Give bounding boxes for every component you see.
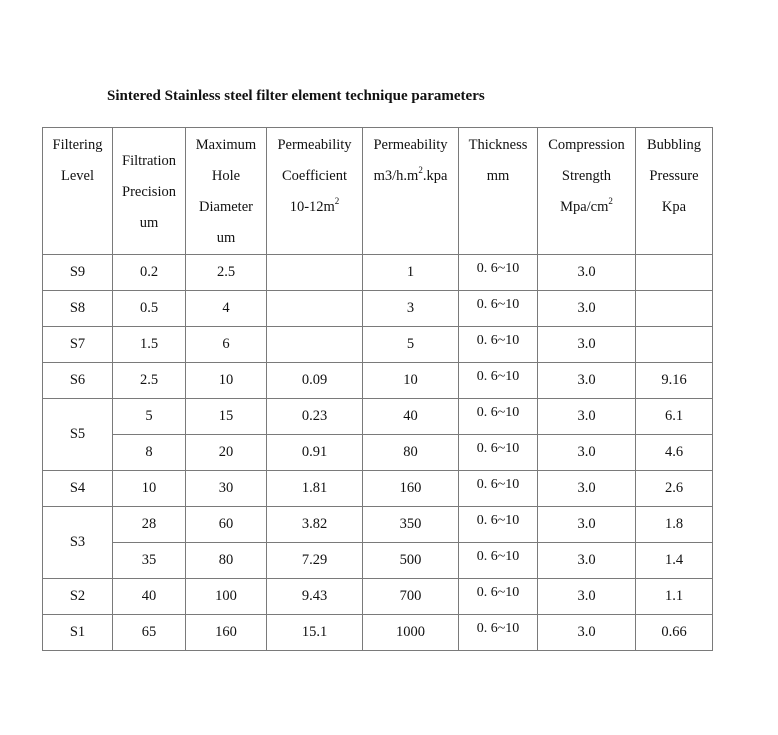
table-row-s6	[43, 363, 713, 399]
cell-bubbling: 2.6	[636, 471, 713, 507]
cell-level: S5	[43, 399, 113, 471]
cell-precision: 8	[113, 435, 186, 471]
cell-bubbling: 9.16	[636, 363, 713, 399]
cell-bubbling: 0.66	[636, 615, 713, 651]
cell-thickness: 0. 6~10	[459, 255, 538, 291]
cell-hole: 160	[186, 615, 267, 651]
table-row-s2	[43, 579, 713, 615]
cell-compression: 3.0	[538, 615, 636, 651]
cell-level: S8	[43, 291, 113, 327]
cell-thickness: 0. 6~10	[459, 327, 538, 363]
table-row-s8	[43, 291, 713, 327]
cell-hole: 60	[186, 507, 267, 543]
cell-precision: 35	[113, 543, 186, 579]
cell-coefficient: 0.09	[267, 363, 363, 399]
cell-coefficient	[267, 291, 363, 327]
cell-hole: 100	[186, 579, 267, 615]
cell-bubbling: 6.1	[636, 399, 713, 435]
header-bubbling-pressure: Bubbling Pressure Kpa	[636, 128, 713, 255]
cell-compression: 3.0	[538, 543, 636, 579]
page-title: Sintered Stainless steel filter element technique parameters	[107, 88, 485, 104]
cell-compression: 3.0	[538, 363, 636, 399]
cell-coefficient: 1.81	[267, 471, 363, 507]
cell-thickness: 0. 6~10	[459, 615, 538, 651]
cell-level: S1	[43, 615, 113, 651]
cell-coefficient: 15.1	[267, 615, 363, 651]
cell-permeability: 10	[363, 363, 459, 399]
cell-compression: 3.0	[538, 291, 636, 327]
table-row-s3-b	[43, 543, 713, 579]
cell-thickness: 0. 6~10	[459, 435, 538, 471]
cell-coefficient: 0.91	[267, 435, 363, 471]
table-row-s9	[43, 255, 713, 291]
header-compression-strength: Compression Strength Mpa/$cm^2$	[538, 128, 636, 255]
cell-coefficient: 9.43	[267, 579, 363, 615]
cell-bubbling: 1.4	[636, 543, 713, 579]
cell-permeability: 80	[363, 435, 459, 471]
cell-coefficient: 0.23	[267, 399, 363, 435]
cell-hole: 30	[186, 471, 267, 507]
header-filtering-level: Filtering Level	[43, 128, 113, 255]
cell-permeability: 350	[363, 507, 459, 543]
cell-thickness: 0. 6~10	[459, 291, 538, 327]
header-thickness: Thickness mm	[459, 128, 538, 255]
cell-thickness: 0. 6~10	[459, 363, 538, 399]
cell-bubbling: 4.6	[636, 435, 713, 471]
cell-coefficient: 7.29	[267, 543, 363, 579]
cell-permeability: 40	[363, 399, 459, 435]
cell-permeability: 500	[363, 543, 459, 579]
cell-level: S4	[43, 471, 113, 507]
cell-hole: 15	[186, 399, 267, 435]
cell-bubbling: 1.8	[636, 507, 713, 543]
table-row-s1	[43, 615, 713, 651]
cell-hole: 10	[186, 363, 267, 399]
cell-compression: 3.0	[538, 507, 636, 543]
cell-hole: 4	[186, 291, 267, 327]
cell-thickness: 0. 6~10	[459, 543, 538, 579]
cell-coefficient	[267, 255, 363, 291]
cell-compression: 3.0	[538, 255, 636, 291]
header-row	[43, 128, 713, 255]
cell-bubbling	[636, 327, 713, 363]
cell-hole: 2.5	[186, 255, 267, 291]
cell-compression: 3.0	[538, 435, 636, 471]
header-filtration-precision: Filtration Precision um	[113, 128, 186, 255]
cell-level: S3	[43, 507, 113, 579]
cell-compression: 3.0	[538, 399, 636, 435]
cell-level: S9	[43, 255, 113, 291]
cell-permeability: 5	[363, 327, 459, 363]
cell-level: S2	[43, 579, 113, 615]
cell-hole: 80	[186, 543, 267, 579]
cell-level: S7	[43, 327, 113, 363]
cell-compression: 3.0	[538, 327, 636, 363]
cell-hole: 20	[186, 435, 267, 471]
cell-precision: 1.5	[113, 327, 186, 363]
header-permeability-coefficient: Permeability Coefficient $10-12m^2$	[267, 128, 363, 255]
cell-thickness: 0. 6~10	[459, 579, 538, 615]
table-row-s4	[43, 471, 713, 507]
cell-hole: 6	[186, 327, 267, 363]
cell-bubbling	[636, 255, 713, 291]
cell-precision: 5	[113, 399, 186, 435]
cell-compression: 3.0	[538, 471, 636, 507]
header-permeability: Permeability $m3/h.m^2.kpa$	[363, 128, 459, 255]
cell-permeability: 700	[363, 579, 459, 615]
cell-compression: 3.0	[538, 579, 636, 615]
parameters-table	[42, 127, 713, 651]
table-row-s7	[43, 327, 713, 363]
cell-precision: 65	[113, 615, 186, 651]
cell-precision: 0.2	[113, 255, 186, 291]
cell-permeability: 1	[363, 255, 459, 291]
cell-thickness: 0. 6~10	[459, 507, 538, 543]
cell-level: S6	[43, 363, 113, 399]
table-row-s3-a	[43, 507, 713, 543]
cell-coefficient: 3.82	[267, 507, 363, 543]
header-max-hole-diameter: Maximum Hole Diameter um	[186, 128, 267, 255]
cell-thickness: 0. 6~10	[459, 399, 538, 435]
cell-permeability: 160	[363, 471, 459, 507]
cell-coefficient	[267, 327, 363, 363]
cell-bubbling	[636, 291, 713, 327]
cell-precision: 28	[113, 507, 186, 543]
table-row-s5-a	[43, 399, 713, 435]
cell-permeability: 1000	[363, 615, 459, 651]
cell-precision: 2.5	[113, 363, 186, 399]
cell-precision: 40	[113, 579, 186, 615]
table-row-s5-b	[43, 435, 713, 471]
cell-permeability: 3	[363, 291, 459, 327]
cell-precision: 10	[113, 471, 186, 507]
cell-precision: 0.5	[113, 291, 186, 327]
cell-thickness: 0. 6~10	[459, 471, 538, 507]
cell-bubbling: 1.1	[636, 579, 713, 615]
